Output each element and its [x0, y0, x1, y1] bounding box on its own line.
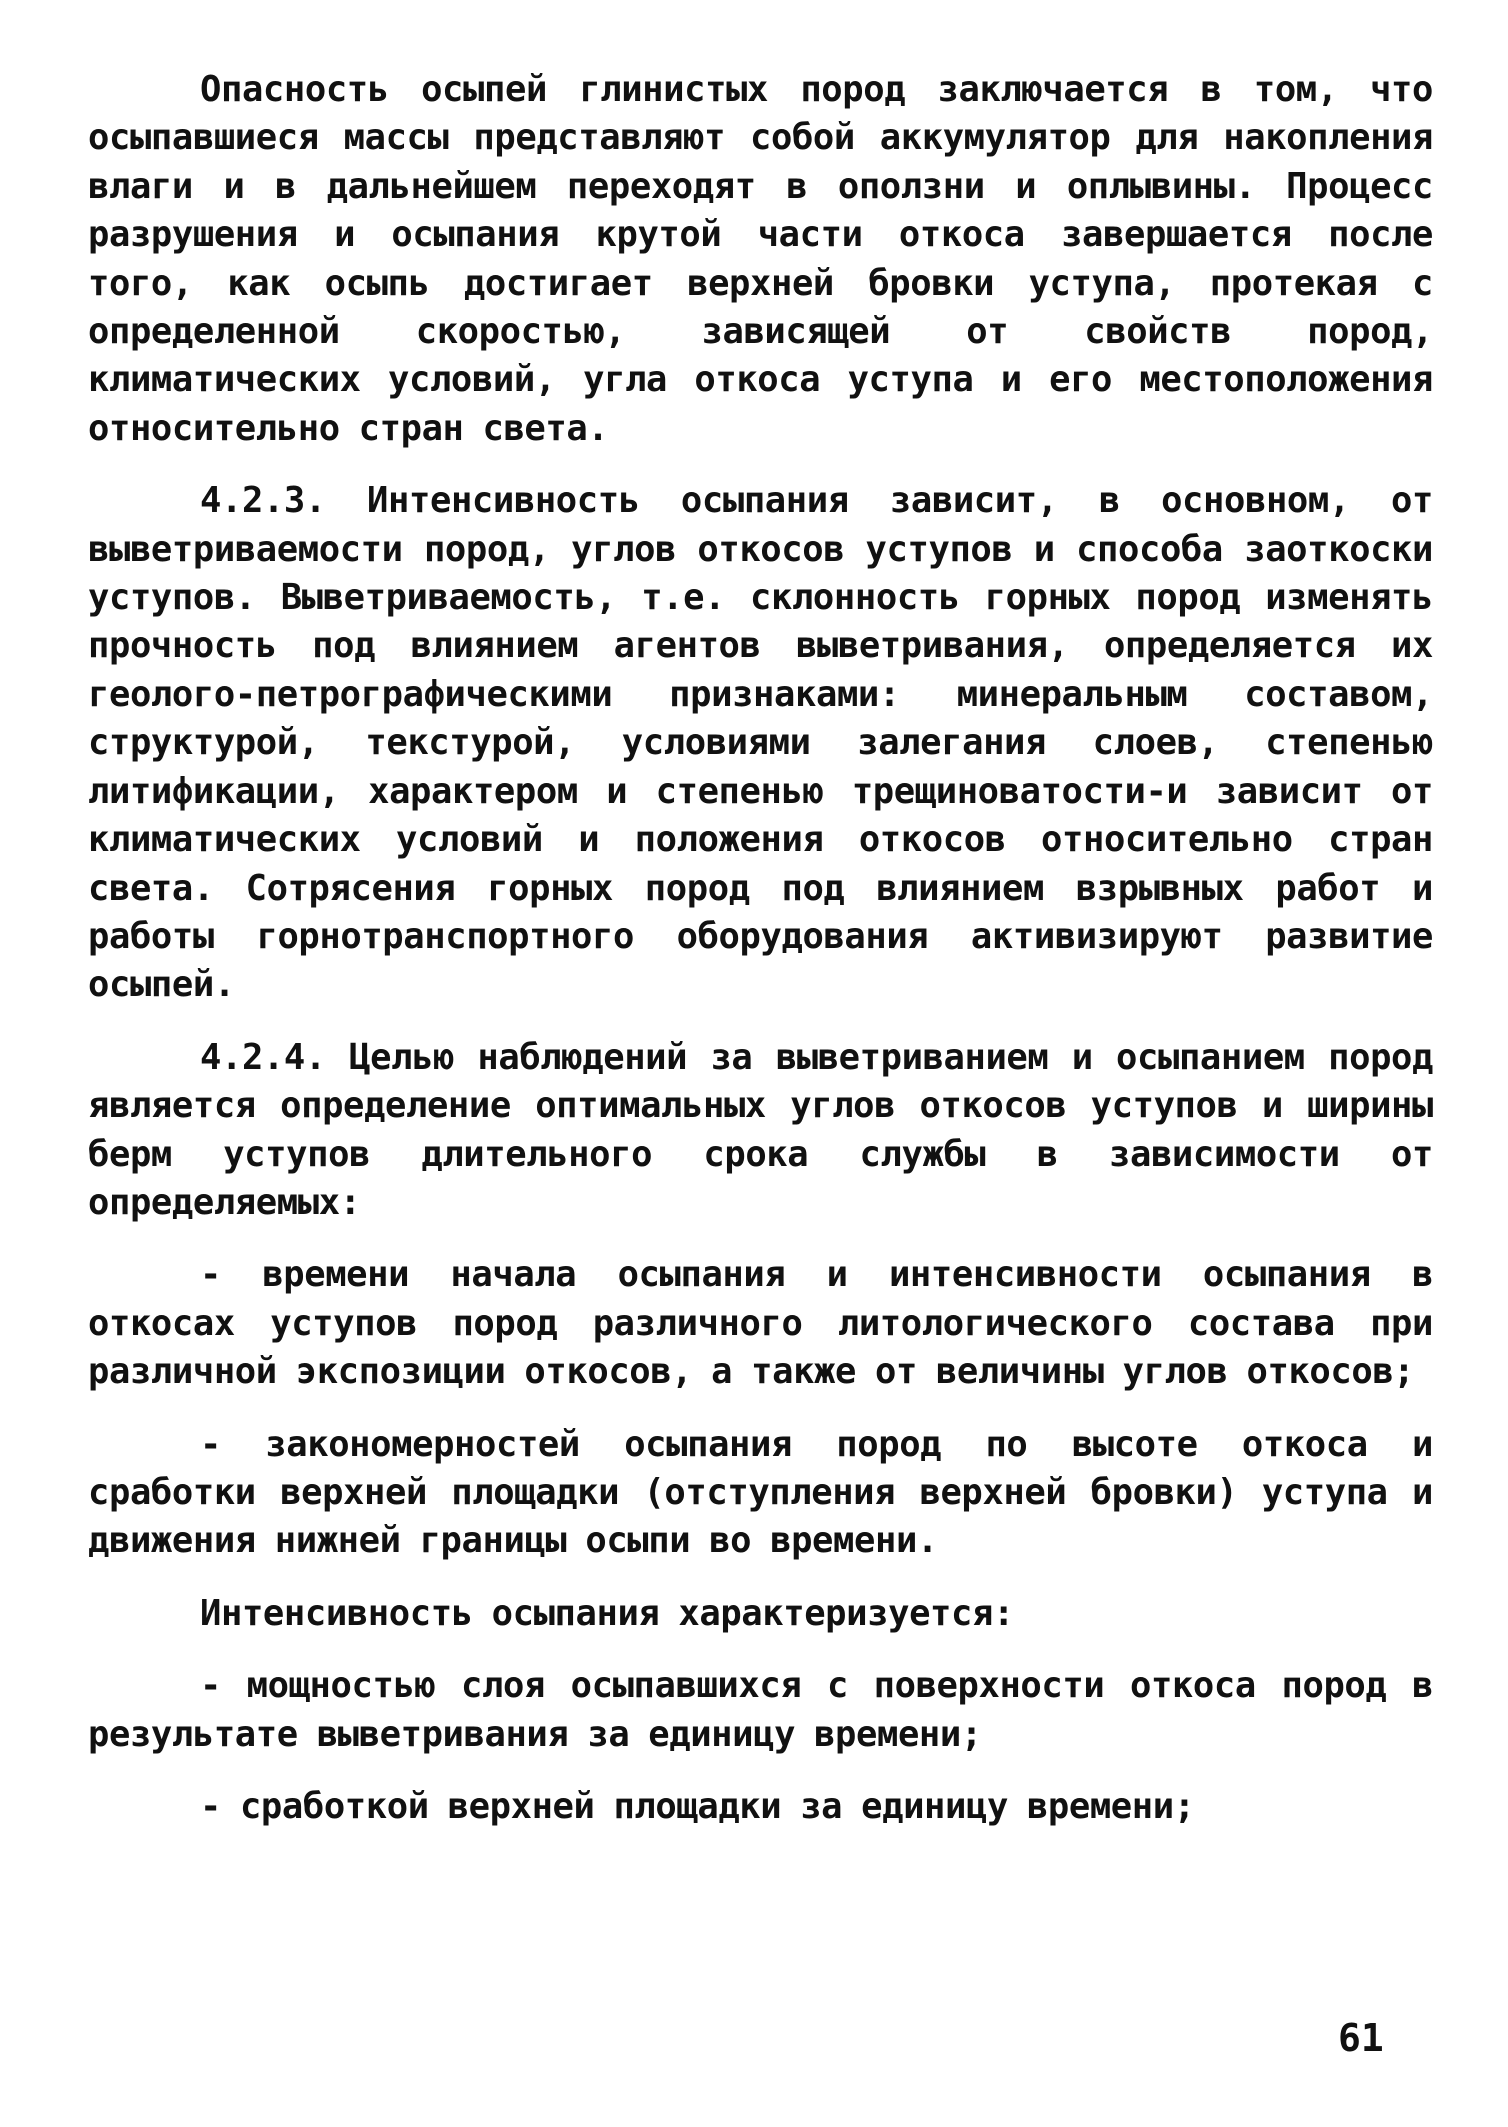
list-item-regularities: - закономерностей осыпания пород по высоте откоса и сработки верхней площадки (отступления верхней бровки) уступа и движения нижней границы осыпи во времени.: [88, 1423, 1433, 1562]
list-item-upper-platform: - сработкой верхней площадки за единицу времени;: [200, 1786, 1195, 1827]
paragraph-4-2-3: 4.2.3. Интенсивность осыпания зависит, в основном, от выветриваемости пород, углов откосов уступов и способа заоткоски уступов. Выветриваемость, т.е. склонность горных пород изменять прочность под влиянием агентов выветривания, определяется их геолого-петрографическими признаками: минеральным составом, структурой, текстурой, условиями залегания слоев, степенью литификации, характером и степенью трещиноватости-и зависит от климатических условий и положения откосов относительно стран света. Сотрясения горных пород под влиянием взрывных работ и работы горнотранспортного оборудования активизируют развитие осыпей.: [88, 480, 1433, 1006]
paragraph-intensity-characterized: Интенсивность осыпания характеризуется:: [200, 1592, 1014, 1634]
paragraph-clay-scree-danger: Опасность осыпей глинистых пород заключается в том, что осыпавшиеся массы представляют собой аккумулятор для накопления влаги и в дальнейшем переходят в оползни и оплывины. Процесс разрушения и осыпания крутой части откоса завершается после того, как осыпь достигает верхней бровки уступа, протекая с определенной скоростью, зависящей от свойств пород, климатических условий, угла откоса уступа и его местоположения относительно стран света.: [88, 69, 1433, 449]
list-item-onset-time: - времени начала осыпания и интенсивности осыпания в откосах уступов пород различного литологического состава при различной экспозиции откосов, а также от величины углов откосов;: [88, 1254, 1433, 1393]
document-page: [88, 66, 1433, 1855]
page-number: 61: [1338, 2016, 1384, 2060]
list-item-layer-thickness: - мощностью слоя осыпавшихся с поверхности откоса пород в результате выветривания за единицу времени;: [88, 1665, 1433, 1755]
paragraph-4-2-4: 4.2.4. Целью наблюдений за выветриванием и осыпанием пород является определение оптимальных углов откосов уступов и ширины берм уступов длительного срока службы в зависимости от определяемых:: [88, 1036, 1433, 1223]
